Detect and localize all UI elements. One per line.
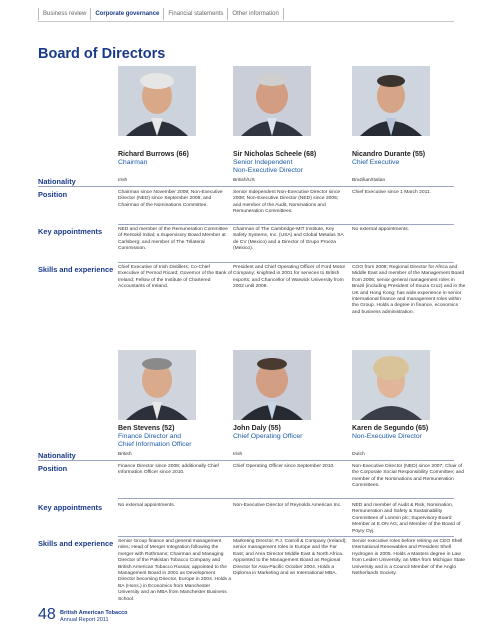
section-nav <box>38 8 284 20</box>
director-position: Non-Executive Director (NED) since 2007; Chair of the Corporate Social Responsibility Committee; and member of the Nominations and Remuneration Committees. <box>352 464 464 489</box>
director-nationality: British <box>118 452 132 457</box>
director-skills: Senior Group finance and general management roles; Head of Merger Integration following the merger with Rothmans; Chairman and Managing Director of the Pakistan Tobacco Company and British American Tobacco Russia; appointed to the Management Board in 2001 as Development Director becoming Director, Europe in 2004. Holds a BA (Hons.) in Economics from Manchester University and an MBA from Manchester Business School. <box>118 539 232 602</box>
portrait-image <box>233 350 311 420</box>
nav-tab-other-information[interactable]: Other information <box>228 8 283 20</box>
portrait-image <box>352 350 430 420</box>
director-key-appointments: NED and member of Audit & Risk, Nomination, Remuneration and Safety & Sustainability Committees of Lonmin plc; Supervisory Board Member at E.ON AG; and Member of the Board of Pöyry Oyj. <box>352 503 461 534</box>
row-divider <box>118 262 454 263</box>
portrait-image <box>233 66 311 136</box>
director-key-appointments: Chairman of The Cambridge-MIT Institute, Key Safety Systems, Inc. (USA) and Global Metalus SA de CV (Mexico) and a Director of Grupo Proeza (Mexico). <box>233 227 344 252</box>
nav-divider <box>38 21 454 22</box>
director-position: Senior Independent Non-Executive Director since 2008; Non-Executive Director (NED) since 2005; and member of the Audit, Nominations and Remuneration Committees. <box>233 190 341 215</box>
director-key-appointments: Non-Executive Director of Reynolds American Inc. <box>233 503 342 508</box>
row-divider <box>118 498 454 499</box>
director-photo <box>233 350 311 420</box>
director-skills: President and Chief Operating Officer of Ford Motor Company; knighted in 2001 for services to British exports; and Chancellor of Warwick University from 2002 until 2008. <box>233 265 346 290</box>
director-nationality: Irish <box>233 452 243 457</box>
director-role: Chief Operating Officer <box>233 433 303 440</box>
row-label-position: Position <box>38 190 68 199</box>
row-label-nationality: Nationality <box>38 451 76 460</box>
row-divider <box>38 186 454 187</box>
row-divider <box>38 460 454 461</box>
director-role: Finance Director and <box>118 433 182 440</box>
portrait-image <box>118 66 196 136</box>
footer-report: Annual Report 2011 <box>60 617 109 623</box>
director-role: Chief Executive <box>352 159 400 166</box>
director-nationality: Brazilian/Italian <box>352 178 386 183</box>
director-photo <box>352 66 430 136</box>
nav-tab-financial-statements[interactable]: Financial statements <box>164 8 228 20</box>
row-label-skills: Skills and experience <box>38 265 114 274</box>
director-key-appointments: No external appointments. <box>352 227 410 232</box>
director-skills: Senior executive roles before retiring as CEO Shell International Renewables and President Shell Hydrogen in 2005. Holds a Masters degree in Law from Leiden University, an MBA from Michigan State University and is a Council Member of the Anglo Netherlands Society. <box>352 539 465 577</box>
director-name: John Daly (55) <box>233 425 281 432</box>
director-photo <box>118 66 196 136</box>
director-key-appointments: No external appointments. <box>118 503 176 508</box>
director-name: Sir Nicholas Scheele (68) <box>233 151 317 158</box>
director-role: Chairman <box>118 159 148 166</box>
nav-tab-corporate-governance[interactable]: Corporate governance <box>91 8 164 20</box>
row-label-key-appointments: Key appointments <box>38 227 103 236</box>
director-photo <box>118 350 196 420</box>
page-title: Board of Directors <box>38 46 166 62</box>
row-label-skills: Skills and experience <box>38 539 114 548</box>
director-name: Ben Stevens (52) <box>118 425 175 432</box>
director-name: Richard Burrows (66) <box>118 151 189 158</box>
director-position: Finance Director since 2008; additionally Chief Information Officer since 2010. <box>118 464 219 476</box>
director-name: Nicandro Durante (55) <box>352 151 426 158</box>
director-key-appointments: NED and member of the Remuneration Committee of Rentokil Initial; a Supervisory Board Member at Carlsberg; and member of The Trilateral Commission. <box>118 227 228 252</box>
director-role: Chief Information Officer <box>118 441 192 448</box>
director-role: Senior Independent <box>233 159 293 166</box>
row-label-key-appointments: Key appointments <box>38 503 103 512</box>
director-position: Chief Operating Officer since September 2010. <box>233 464 335 469</box>
director-role: Non-Executive Director <box>352 433 422 440</box>
page-number: 48 <box>38 606 56 623</box>
row-divider <box>118 536 454 537</box>
director-nationality: Irish <box>118 178 128 183</box>
director-nationality: Dutch <box>352 452 365 457</box>
director-skills: COO from 2008; Regional Director for Africa and Middle East and member of the Management Board from 2006; senior general management roles in Brazil (including President of Souza Cruz) and in the UK and Hong Kong; has wide experience in senior international finance and management roles within the Group. Holds a degree in finance, economics and business administration. <box>352 265 466 315</box>
director-skills: Chief Executive of Irish Distillers; Co-Chief Executive of Pernod Ricard; Governor of the Bank of Ireland; Fellow of the Institute of Chartered Accountants of Ireland. <box>118 265 232 290</box>
footer-company: British American Tobacco <box>60 610 128 616</box>
director-position: Chief Executive since 1 March 2011. <box>352 190 432 195</box>
director-photo <box>352 350 430 420</box>
portrait-image <box>118 350 196 420</box>
row-label-position: Position <box>38 464 68 473</box>
nav-tab-business-review[interactable]: Business review <box>38 8 91 20</box>
director-position: Chairman since November 2009; Non-Executive Director (NED) since September 2009; and Chairman of the Nominations Committee. <box>118 190 223 208</box>
row-divider <box>118 224 454 225</box>
director-photo <box>233 66 311 136</box>
row-label-nationality: Nationality <box>38 177 76 186</box>
director-role: Non-Executive Director <box>233 167 303 174</box>
director-nationality: British/US <box>233 178 255 183</box>
director-name: Karen de Segundo (65) <box>352 425 429 432</box>
portrait-image <box>352 66 430 136</box>
director-skills: Marketing Director, P.J. Carroll & Company (Ireland); senior management roles in Europe and the Far East; and Area Director Middle East & North Africa. Appointed to the Management Board as Regional Director for Asia-Pacific October 2004. Holds a Diploma in Marketing and an International MBA. <box>233 539 347 577</box>
